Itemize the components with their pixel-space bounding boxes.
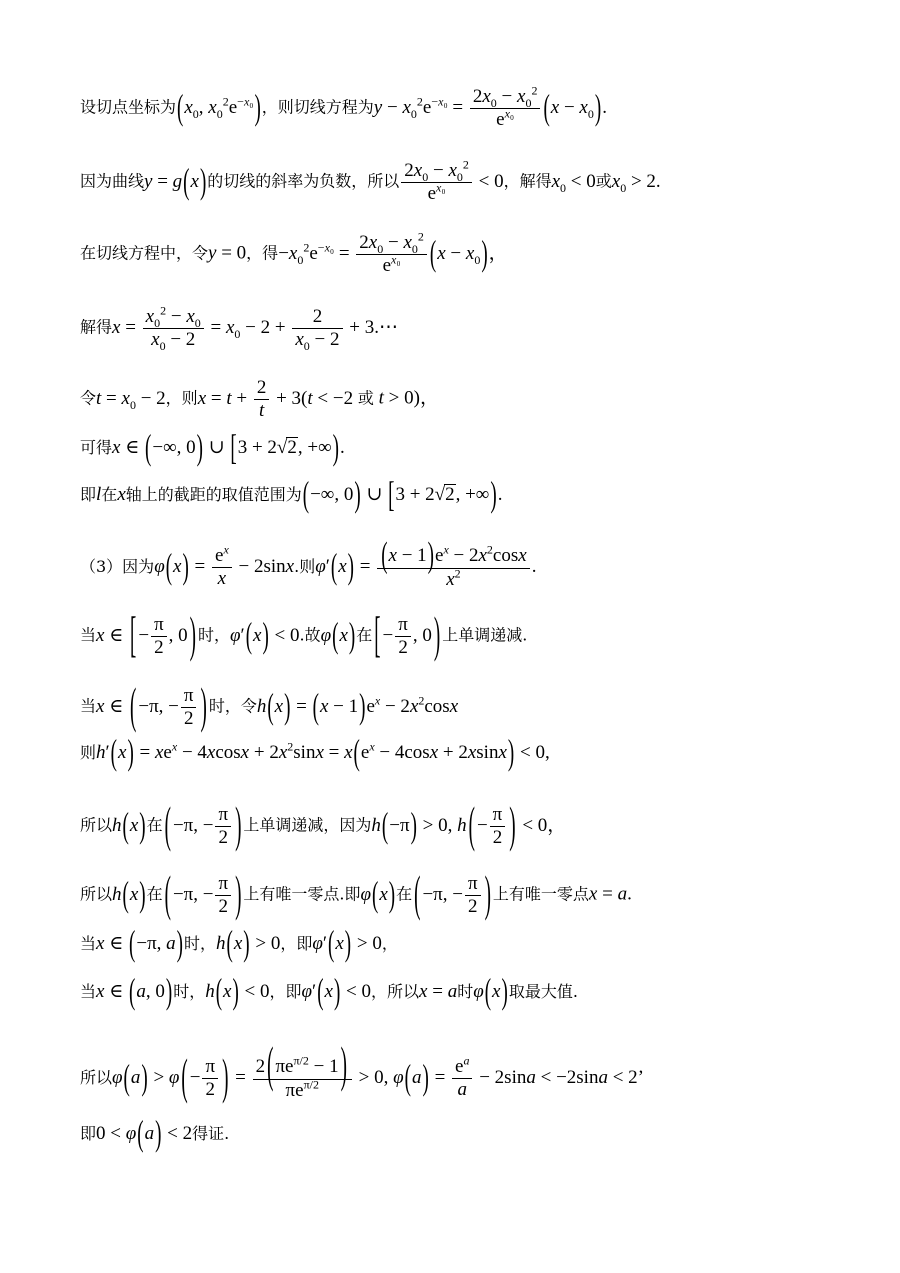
line-interval-2: 当x ∈ ( −π, − $\frac{\pi}{2}$ ) 时，令$h(x) = (x - 1)e^x - 2x^2\cos x$ bbox=[80, 680, 459, 735]
line-set-y-zero: 在切线方程中，令y = 0，得$-x_0^2e^{-x_0}$ = $\frac{2x_0 - x_0^2}{e^{x_0}}$ $(x - x_0)$， bbox=[80, 229, 508, 276]
line-interval-1: 当x ∈ [ − $\frac{\pi}{2}$ , 0 ) 时，φ′(x) < 0.故φ(x)在 [ − $\frac{\pi}{2}$ , 0 ) 上单调递减. bbox=[80, 609, 528, 664]
line-proved: 即0 < φ(a) < 2得证. bbox=[80, 1114, 230, 1155]
formula: x ∈ (−∞, 0) ∪ [3 + 2√2, +∞). bbox=[112, 428, 345, 469]
line-case-left: 当x ∈ (−π, a)时，h(x) > 0，即φ′(x) > 0， bbox=[80, 924, 398, 965]
formula: x ∈ [ − $\frac{\pi}{2}$ , 0 ) bbox=[96, 609, 196, 664]
formula: φ(a) > φ ( − $\frac{\pi}{2}$ ) = $\frac{2 ( \pi e^{\pi/2} - 1 )}{\pi e^{\pi/2}}$ > 0, φ(a) = $\frac{e^a}{a}$ − 2sina < −2sina < 2’ bbox=[112, 1039, 645, 1107]
formula: x = $\frac{x_0^2 - x_0}{x_0 - 2}$ = $x_0 - 2$ + $\frac{2}{x_0 - 2}$ + 3.⋯ bbox=[112, 303, 398, 353]
line-conclusion-bound: 所以φ(a) > φ ( − $\frac{\pi}{2}$ ) = $\frac{2 ( \pi e^{\pi/2} - 1 )}{\pi e^{\pi/2}}$ > 0, φ(a) = $\frac{e^a}{a}$ − 2sina < −2sina < 2’ bbox=[80, 1039, 645, 1107]
line-range-x: 可得x ∈ (−∞, 0) ∪ [3 + 2√2, +∞). bbox=[80, 428, 345, 469]
formula: $h'(x) = xe^x - 4xcosx + 2x^2\sin x = x(e^x - 4\cos x + 2xsinx) < 0$, bbox=[96, 733, 550, 774]
formula: h(−π) > 0, h ( − $\frac{\pi}{2}$ ) < 0， bbox=[371, 799, 567, 854]
line-case-right: 当x ∈ (a, 0)时，h(x) < 0，即φ′(x) < 0，所以x = a时φ(x)取最大值. bbox=[80, 972, 578, 1013]
line-h-decreasing: 所以h(x)在 ( −π, − $\frac{\pi}{2}$ ) 上单调递减，因为h(−π) > 0, h ( − $\frac{\pi}{2}$ ) < 0， bbox=[80, 799, 567, 854]
formula: y = g(x) bbox=[144, 162, 207, 203]
formula: x ∈ ( −π, − $\frac{\pi}{2}$ ) bbox=[96, 680, 207, 735]
line-intercept-range: 即l在x轴上的截距的取值范围为(−∞, 0) ∪ [3 + 2√2, +∞). bbox=[80, 475, 503, 516]
line-slope-negative: 因为曲线y = g(x)的切线的斜率为负数，所以 $\frac{2x_0 - x_0^2}{e^{x_0}}$ < 0，解得$x_0 < 0$或$x_0 > 2$. bbox=[80, 157, 661, 204]
formula: φ′(x) = $\frac{(x - 1)e^x - 2x^2\cos x}{x^2}$ . bbox=[315, 535, 537, 590]
line-tangent-point: 设切点坐标为($x_0$, $x_0^2e^{-x_0}$)，则切线方程为$y - x_0^2e^{-x_0}$ = $\frac{2x_0 - x_0^2}{e^{x_0}}$ $(x - x_0)$. bbox=[80, 83, 607, 130]
formula: φ(x) = $\frac{e^x}{x}$ − 2sinx bbox=[154, 543, 295, 590]
formula: $h(x) = (x - 1)e^x - 2x^2\cos x$ bbox=[256, 687, 459, 728]
formula: $y - x_0^2e^{-x_0}$ = $\frac{2x_0 - x_0^2}{e^{x_0}}$ $(x - x_0)$. bbox=[373, 83, 607, 130]
formula: $-x_0^2e^{-x_0}$ = $\frac{2x_0 - x_0^2}{e^{x_0}}$ $(x - x_0)$， bbox=[278, 229, 508, 276]
line-h-derivative: 则$h'(x) = xe^x - 4xcosx + 2x^2\sin x = x(e^x - 4\cos x + 2xsinx) < 0$, bbox=[80, 733, 550, 774]
formula: (−∞, 0) ∪ [3 + 2√2, +∞). bbox=[302, 475, 503, 516]
line-solve-x: 解得x = $\frac{x_0^2 - x_0}{x_0 - 2}$ = $x_0 - 2$ + $\frac{2}{x_0 - 2}$ + 3.⋯ bbox=[80, 303, 398, 353]
line-substitution: 令$t = x_0 - 2$，则x = t + $\frac{2}{t}$ + 3(t < −2 或 t > 0)， bbox=[80, 377, 439, 421]
formula: ($x_0$, $x_0^2e^{-x_0}$) bbox=[177, 88, 261, 129]
formula: x = t + $\frac{2}{t}$ + 3(t < −2 bbox=[197, 377, 358, 421]
line-part3-phi: （3）因为φ(x) = $\frac{e^x}{x}$ − 2sinx.则φ′(x) = $\frac{(x - 1)e^x - 2x^2\cos x}{x^2}$ . bbox=[80, 535, 537, 590]
formula: $\frac{2x_0 - x_0^2}{e^{x_0}}$ < 0 bbox=[399, 171, 503, 192]
line-unique-zero: 所以h(x)在 ( −π, − $\frac{\pi}{2}$ ) 上有唯一零点.即φ(x)在 ( −π, − $\frac{\pi}{2}$ ) 上有唯一零点x = a. bbox=[80, 868, 632, 923]
